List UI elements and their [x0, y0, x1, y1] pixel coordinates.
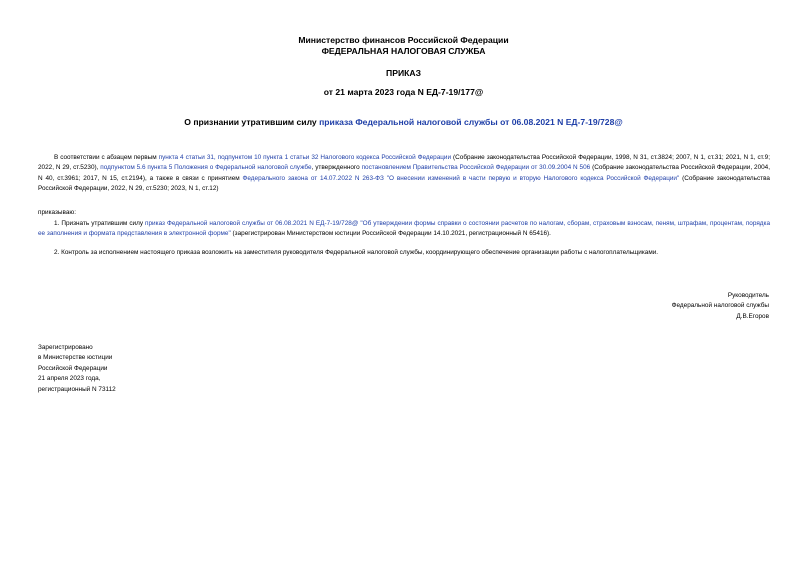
preamble-text-3: , утвержденного — [311, 164, 362, 172]
signature-block — [569, 291, 769, 322]
document-header — [0, 35, 807, 57]
paragraph-order-word: приказываю: — [38, 209, 76, 216]
preamble-text-5: (Собрание законодательства Российской Федерации, 2022, N 29, ст.5230; 2023, N 1, ст.12) — [38, 174, 770, 193]
service-name: ФЕДЕРАЛЬНАЯ НАЛОГОВАЯ СЛУЖБА — [321, 46, 486, 56]
order-title: ПРИКАЗ — [386, 68, 421, 78]
item1-text-2: (зарегистрирован Министерством юстиции Российской Федерации 14.10.2021, регистрационный N 65416). — [230, 230, 551, 238]
federal-law-link[interactable]: Федерального закона от 14.07.2022 N 263-ФЗ "О внесении изменений в части первую и вторую Налогового кодекса Российской Федерации" — [242, 174, 680, 182]
signature-position: Руководитель — [727, 292, 769, 299]
registration-line-5: регистрационный N 73112 — [38, 385, 116, 393]
registration-block — [38, 343, 238, 395]
paragraph-preamble — [38, 153, 770, 195]
signature-name: Д.В.Егоров — [736, 312, 769, 320]
preamble-text-1: В соответствии с абзацем первым — [54, 154, 159, 161]
paragraph-item-2: 2. Контроль за исполнением настоящего приказа возложить на заместителя руководителя Федеральной налоговой службы, координирующего обеспечение организации работы с налогоплательщиками. — [54, 249, 659, 256]
preamble-text-4: (Собрание законодательства Российской Федерации, 2004, N 40, ст.3961; 2017, N 15, ст.2194), а также в связи с принятием — [38, 164, 771, 182]
government-decree-link[interactable]: постановлением Правительства Российской Федерации от 30.09.2004 N 506 — [361, 164, 591, 172]
subject-link[interactable]: приказа Федеральной налоговой службы от 06.08.2021 N ЕД-7-19/728@ — [319, 117, 623, 127]
fns-regulation-link[interactable]: подпунктом 5.6 пункта 5 Положения о Федеральной налоговой службе — [100, 164, 312, 172]
item1-text-1: 1. Признать утратившим силу — [54, 220, 146, 227]
ministry-name: Министерство финансов Российской Федерации — [298, 35, 509, 45]
registration-line-3: Российской Федерации — [38, 364, 108, 372]
signature-organization: Федеральной налоговой службы — [671, 302, 769, 310]
order-subject — [0, 117, 807, 127]
registration-line-4: 21 апреля 2023 года, — [38, 375, 101, 383]
order-date-number: от 21 марта 2023 года N ЕД-7-19/177@ — [323, 87, 484, 97]
repealed-order-link[interactable]: приказ Федеральной налоговой службы от 06.08.2021 N ЕД-7-19/728@ "Об утверждении формы справки о состоянии расчетов по налогам, сборам, страховым взносам, пеням, штрафам, процентам, порядка ее заполнения и формата представления в электронной форме" — [38, 220, 770, 238]
preamble-text-2: (Собрание законодательства Российской Федерации, 1998, N 31, ст.3824; 2007, N 1, ст.31; 2021, N 1, ст.9; 2022, N 29, ст.5230), — [38, 154, 770, 172]
subject-prefix: О признании утратившим силу — [184, 117, 320, 127]
paragraph-item-1 — [38, 219, 770, 240]
tax-code-link[interactable]: пункта 4 статьи 31, подпунктом 10 пункта 1 статьи 32 Налогового кодекса Российской Федерации — [158, 154, 452, 161]
registration-line-2: в Министерстве юстиции — [38, 354, 113, 362]
registration-line-1: Зарегистрировано — [38, 344, 93, 351]
